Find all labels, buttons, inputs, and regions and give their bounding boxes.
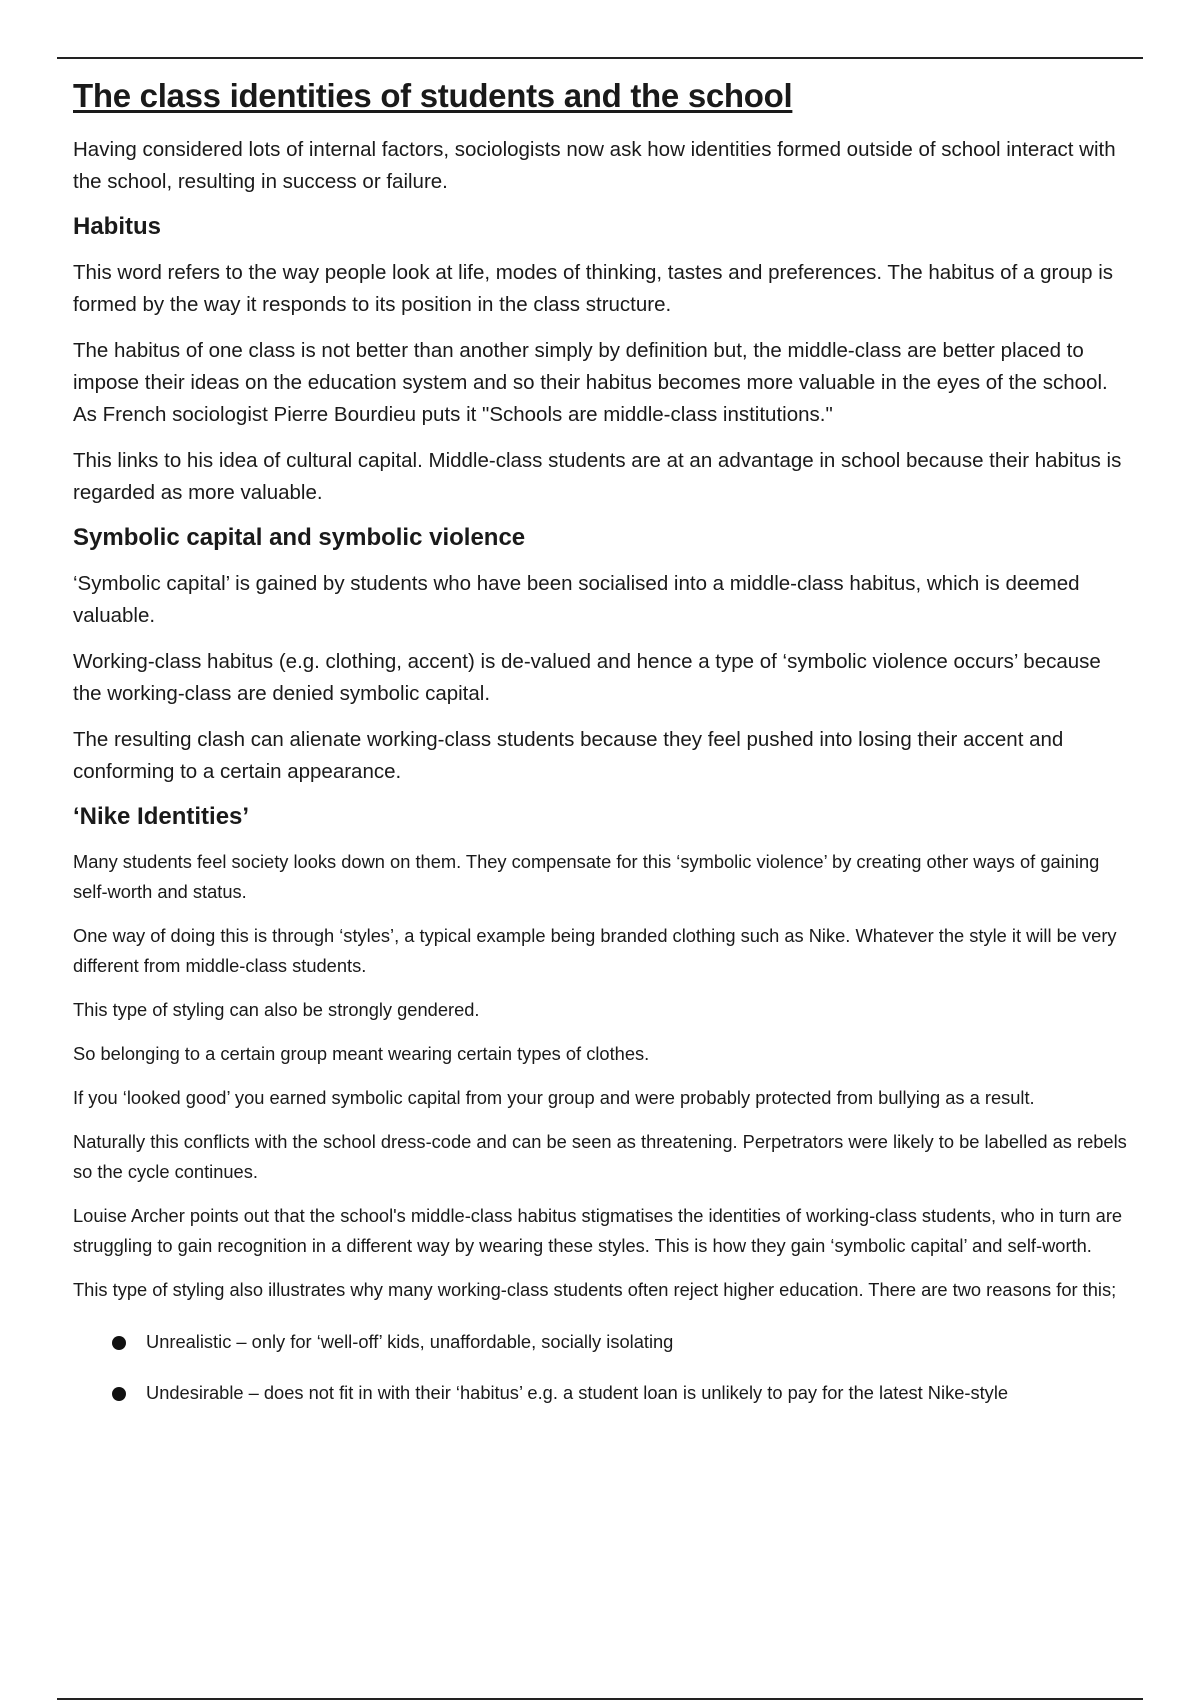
- habitus-paragraph: This word refers to the way people look at life, modes of thinking, tastes and preferences. The habitus of a group is formed by the way it responds to its position in the class structure.: [73, 261, 1114, 316]
- nike-paragraph: So belonging to a certain group meant wearing certain types of clothes.: [73, 1043, 650, 1064]
- symbolic-paragraph: ‘Symbolic capital’ is gained by students who have been socialised into a middle-class habitus, which is deemed valuable.: [73, 572, 1080, 627]
- nike-paragraph: Naturally this conflicts with the school dress-code and can be seen as threatening. Perpetrators were likely to be labelled as rebels so the cycle continues.: [73, 1131, 1127, 1182]
- list-item: [73, 1378, 1133, 1408]
- habitus-section: [73, 212, 1133, 509]
- intro-paragraph: Having considered lots of internal factors, sociologists now ask how identities formed outside of school interact with the school, resulting in success or failure.: [73, 138, 1116, 193]
- nike-section: [73, 802, 1133, 1408]
- list-item-text: Unrealistic – only for ‘well-off’ kids, unaffordable, socially isolating: [146, 1331, 674, 1352]
- nike-paragraph: This type of styling also illustrates why many working-class students often reject higher education. There are two reasons for this;: [73, 1279, 1117, 1300]
- document-page: [73, 74, 1133, 1429]
- symbolic-paragraph: Working-class habitus (e.g. clothing, accent) is de-valued and hence a type of ‘symbolic violence occurs’ because the working-class are denied symbolic capital.: [73, 650, 1101, 705]
- nike-paragraph: One way of doing this is through ‘styles’, a typical example being branded clothing such as Nike. Whatever the style it will be very different from middle-class students.: [73, 925, 1117, 976]
- symbolic-heading: Symbolic capital and symbolic violence: [73, 524, 526, 551]
- symbolic-section: [73, 523, 1133, 788]
- nike-paragraph: This type of styling can also be strongly gendered.: [73, 999, 480, 1020]
- habitus-paragraph: The habitus of one class is not better than another simply by definition but, the middle-class are better placed to impose their ideas on the education system and so their habitus becomes more valuable in the eyes of the school. As French sociologist Pierre Bourdieu puts it "Schools are middle-class institutions.": [73, 339, 1108, 426]
- list-item-text: Undesirable – does not fit in with their ‘habitus’ e.g. a student loan is unlikely to pay for the latest Nike-style: [146, 1382, 1009, 1403]
- symbolic-paragraph: The resulting clash can alienate working-class students because they feel pushed into losing their accent and conforming to a certain appearance.: [73, 728, 1064, 783]
- habitus-paragraph: This links to his idea of cultural capital. Middle-class students are at an advantage in school because their habitus is regarded as more valuable.: [73, 449, 1122, 504]
- page-title: The class identities of students and the school: [73, 77, 793, 114]
- top-rule: [57, 57, 1143, 59]
- nike-paragraph: Louise Archer points out that the school's middle-class habitus stigmatises the identities of working-class students, who in turn are struggling to gain recognition in a different way by wearing these styles. This is how they gain ‘symbolic capital’ and self-worth.: [73, 1205, 1123, 1256]
- habitus-heading: Habitus: [73, 213, 162, 240]
- bullet-icon: [112, 1387, 126, 1401]
- nike-paragraph: If you ‘looked good’ you earned symbolic capital from your group and were probably protected from bullying as a result.: [73, 1087, 1035, 1108]
- nike-heading: ‘Nike Identities’: [73, 803, 250, 830]
- list-item: [73, 1327, 1133, 1357]
- bullet-icon: [112, 1336, 126, 1350]
- reasons-list: [73, 1327, 1133, 1408]
- nike-paragraph: Many students feel society looks down on them. They compensate for this ‘symbolic violence’ by creating other ways of gaining self-worth and status.: [73, 851, 1100, 902]
